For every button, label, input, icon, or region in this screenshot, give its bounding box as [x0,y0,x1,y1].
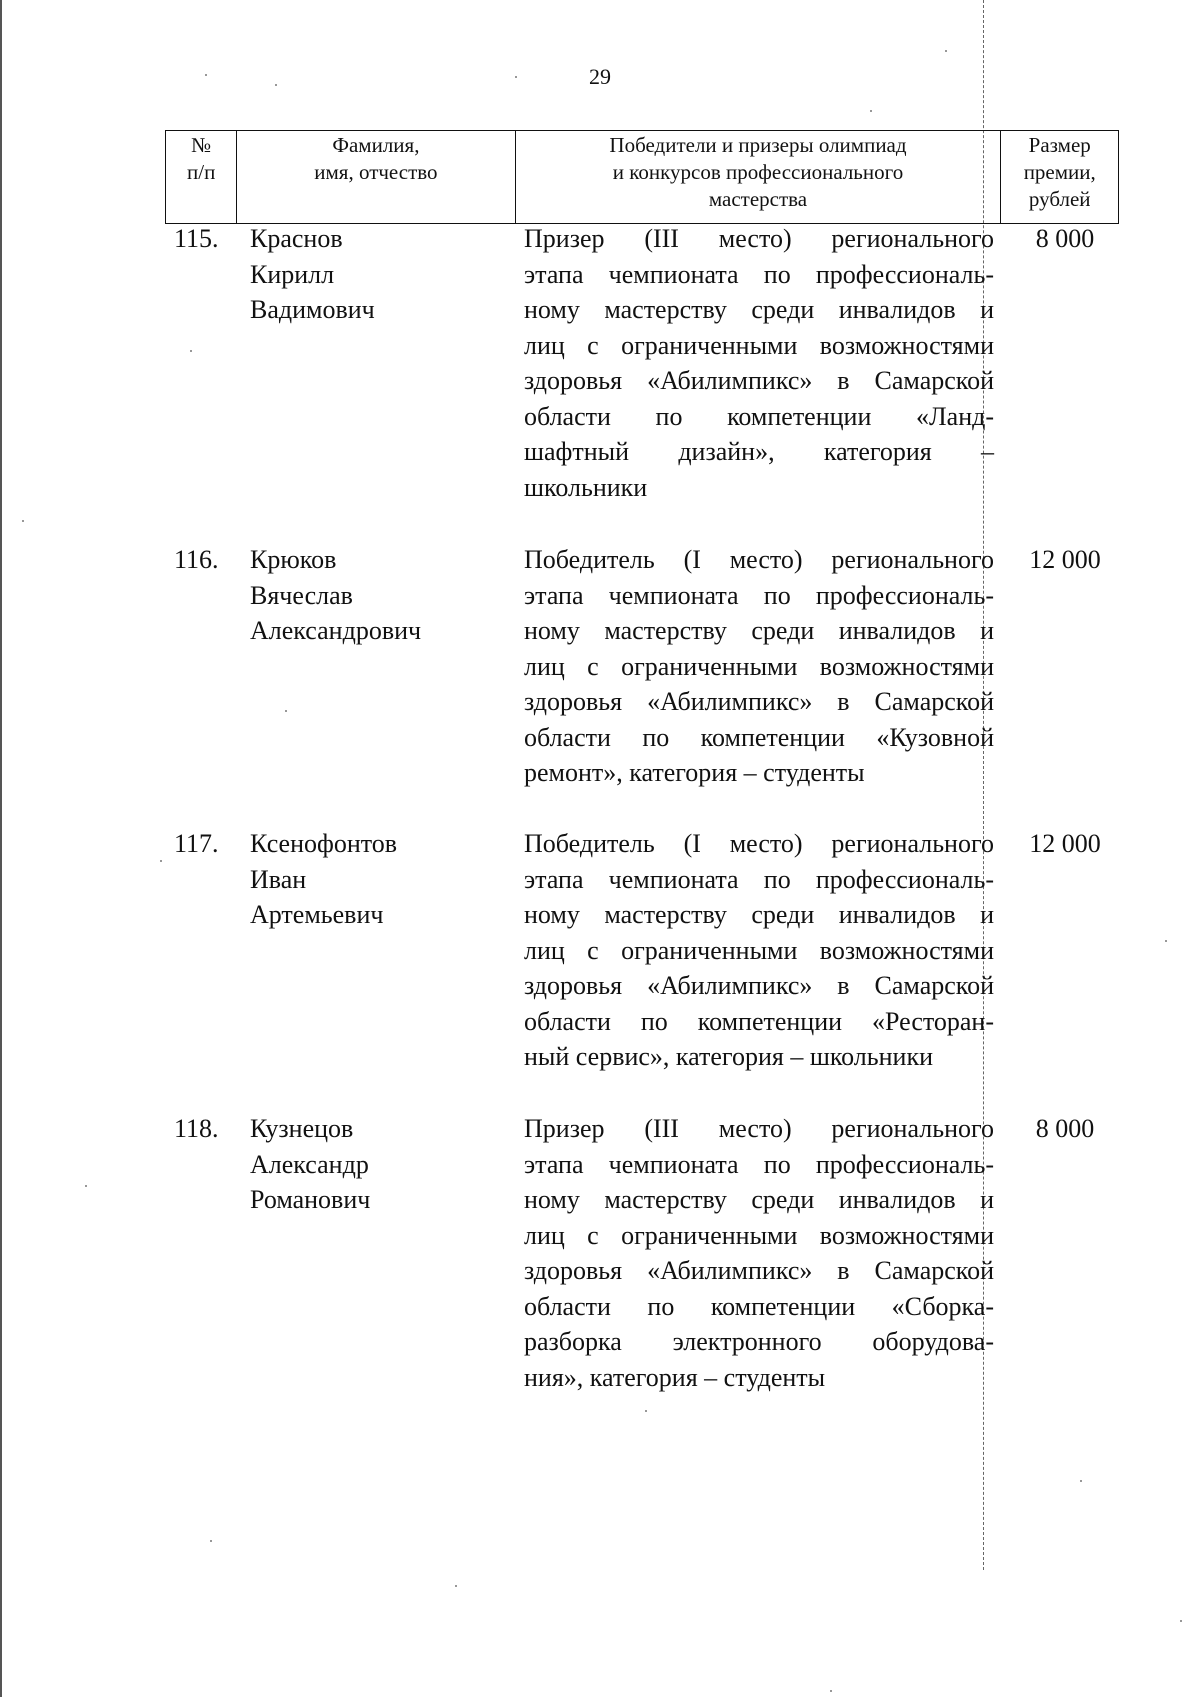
person-name [250,221,510,328]
row-number: 118. [174,1114,219,1143]
header-col-description-line: Победители и призеры олимпиад [609,133,907,157]
surname: Кузнецов [250,1114,354,1143]
description-line: лиц с ограниченными возможностями [524,1220,994,1250]
page-number: 29 [589,64,611,89]
header-col-prize-line: Размер [1028,133,1091,157]
description-line: ремонт», категория – студенты [524,758,865,787]
description-line: лиц с ограниченными возможностями [524,651,994,681]
patronymic: Александрович [250,616,422,645]
patronymic: Романович [250,1185,371,1214]
prize-amount: 8 000 [1035,1114,1095,1143]
header-col-number-line: № [191,133,212,157]
description-line: разборка электронного оборудова- [524,1327,994,1356]
person-name [250,1111,510,1218]
description-line: Призер (III место) регионального [524,224,994,253]
description-line: области по компетенции «Ланд- [524,401,994,431]
scan-speck [515,76,517,78]
description-line: этапа чемпионата по профессиональ- [524,259,994,289]
description-line: этапа чемпионата по профессиональ- [524,1149,994,1179]
description-line: ному мастерству среди инвалидов и [524,900,994,929]
table-header-row [166,131,1119,224]
description-line: школьники [524,472,648,502]
table-header [165,130,1119,224]
achievement-description [524,542,994,791]
surname: Краснов [250,224,343,253]
header-col-name-line: Фамилия, [332,133,420,157]
person-name [250,542,510,649]
prize-amount: 8 000 [1035,224,1095,253]
scan-speck [160,860,162,862]
header-col-prize-line: премии, [1023,160,1096,184]
header-col-number-line: п/п [187,160,216,184]
description-line: лиц с ограниченными возможностями [524,935,994,965]
description-line: ному мастерству среди инвалидов и [524,1185,994,1214]
first-name: Кирилл [250,259,335,289]
description-line: здоровья «Абилимпикс» в Самарской [524,687,994,716]
description-line: лиц с ограниченными возможностями [524,330,994,360]
header-col-description [515,131,1001,224]
description-line: ному мастерству среди инвалидов и [524,295,994,324]
description-line: этапа чемпионата по профессиональ- [524,580,994,610]
row-number: 117. [174,829,219,858]
scan-speck [1180,1620,1182,1622]
header-col-prize [1001,131,1119,224]
scan-speck [455,1585,457,1587]
row-number: 115. [174,224,219,253]
scan-speck [1080,1480,1082,1482]
description-line: области по компетенции «Ресторан- [524,1006,994,1036]
achievement-description [524,826,994,1075]
scan-speck [830,1690,832,1692]
description-line: области по компетенции «Кузовной [524,722,994,752]
description-line: Победитель (I место) регионального [524,545,994,574]
header-col-name [237,131,515,224]
person-name [250,826,510,933]
scan-speck [205,74,207,76]
scan-speck [285,710,287,712]
header-col-prize-line: рублей [1028,187,1091,211]
description-line: области по компетенции «Сборка- [524,1291,994,1321]
description-line: здоровья «Абилимпикс» в Самарской [524,971,994,1000]
description-line: ния», категория – студенты [524,1362,826,1392]
scan-speck [210,1540,212,1542]
scan-speck [645,1410,647,1412]
first-name: Иван [250,864,307,894]
scan-speck [870,110,872,112]
surname: Крюков [250,545,337,574]
achievement-description [524,221,994,505]
first-name: Александр [250,1149,369,1179]
achievement-description [524,1111,994,1395]
description-line: ному мастерству среди инвалидов и [524,616,994,645]
scan-left-edge [0,0,2,1697]
surname: Ксенофонтов [250,829,398,858]
header-col-number [166,131,237,224]
description-line: шафтный дизайн», категория – [524,437,994,466]
scan-speck [945,50,947,52]
patronymic: Вадимович [250,295,375,324]
header-col-name-line: имя, отчество [314,160,438,184]
description-line: здоровья «Абилимпикс» в Самарской [524,366,994,395]
prize-amount: 12 000 [1029,545,1101,574]
description-line: ный сервис», категория – школьники [524,1042,934,1071]
scan-speck [22,520,24,522]
description-line: этапа чемпионата по профессиональ- [524,864,994,894]
header-col-description-line: и конкурсов профессионального [612,160,904,184]
header-col-description-line: мастерства [708,187,808,211]
description-line: Победитель (I место) регионального [524,829,994,858]
scan-speck [1165,940,1167,942]
prize-amount: 12 000 [1029,829,1101,858]
first-name: Вячеслав [250,580,353,610]
scan-speck [85,1185,87,1187]
description-line: здоровья «Абилимпикс» в Самарской [524,1256,994,1285]
scan-speck [275,84,277,86]
patronymic: Артемьевич [250,900,384,929]
scan-speck [190,350,192,352]
row-number: 116. [174,545,219,574]
description-line: Призер (III место) регионального [524,1114,994,1143]
